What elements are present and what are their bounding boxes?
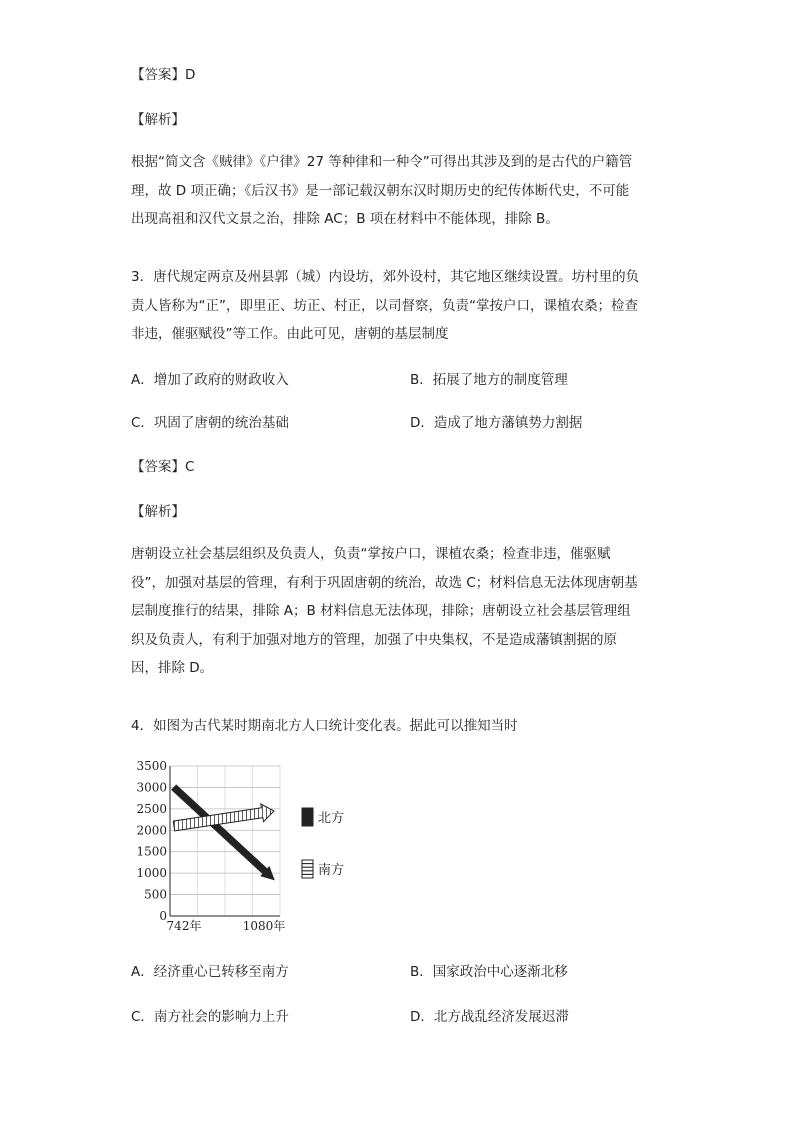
population-chart	[126, 758, 366, 938]
q3-answer: 【答案】C	[131, 459, 195, 475]
y-tick-label: 500	[144, 887, 167, 902]
q3-option-a: A．增加了政府的财政收入	[131, 372, 289, 388]
q2-analysis-line: 根据“简文含《贼律》《户律》27 等种律和一种令”可得出其涉及到的是古代的户籍管	[131, 154, 633, 170]
south-legend-label: 南方	[318, 863, 345, 878]
q3-analysis-line: 役”，加强对基层的管理，有利于巩固唐朝的统治，故选 C；材料信息无法体现唐朝基	[131, 574, 638, 591]
q2-analysis	[131, 148, 663, 234]
q3-analysis-line: 唐朝设立社会基层组织及负责人，负责“掌按户口，课植农桑；检查非违，催驱赋	[131, 546, 611, 562]
north-legend-swatch	[302, 808, 313, 826]
y-tick-label: 0	[159, 909, 167, 923]
q3-analysis-line: 织及负责人，有利于加强对地方的管理，加强了中央集权，不是造成藩镇割据的原	[131, 631, 617, 648]
q3-analysis-line: 层制度推行的结果，排除 A；B 材料信息无法体现，排除；唐朝设立社会基层管理组	[131, 603, 631, 619]
q2-answer: 【答案】D	[131, 67, 196, 83]
south-series-arrow	[173, 804, 274, 831]
q3-analysis-line: 因，排除 D。	[131, 660, 214, 676]
q3-analysis-label: 【解析】	[131, 504, 185, 520]
q3-option-d: D．造成了地方藩镇势力割据	[410, 415, 583, 431]
q4-option-c: C．南方社会的影响力上升	[131, 1009, 289, 1025]
q3-stem-line: 3．唐代规定两京及州县郭（城）内设坊，郊外设村，其它地区继续设置。坊村里的负	[131, 269, 640, 285]
q3-stem-line: 责人皆称为“正”，即里正、坊正、村正，以司督察，负责“掌按户口，课植农桑；检查	[131, 297, 638, 314]
q3-option-b: B．拓展了地方的制度管理	[410, 372, 568, 388]
y-tick-label: 1000	[136, 866, 167, 881]
y-tick-label: 3500	[136, 759, 167, 773]
north-series-arrow	[172, 785, 274, 880]
south-legend-swatch	[302, 860, 313, 878]
q3-option-c: C．巩固了唐朝的统治基础	[131, 415, 289, 431]
q2-analysis-label: 【解析】	[131, 112, 185, 128]
north-legend-label: 北方	[318, 811, 345, 826]
q4-option-a: A．经济重心已转移至南方	[131, 964, 289, 980]
y-tick-label: 2000	[136, 823, 167, 838]
q3-analysis	[131, 540, 663, 683]
x-tick-label: 742年	[166, 919, 202, 933]
q4-stem: 4．如图为古代某时期南北方人口统计变化表。据此可以推知当时	[131, 718, 518, 734]
y-tick-label: 2500	[136, 801, 167, 816]
q4-option-b: B．国家政治中心逐渐北移	[410, 964, 568, 980]
x-tick-label: 1080年	[242, 919, 286, 933]
population-chart-svg	[126, 758, 366, 938]
y-tick-label: 1500	[136, 844, 167, 859]
q3-stem-line: 非违，催驱赋役”等工作。由此可见，唐朝的基层制度	[131, 326, 449, 342]
q3-stem	[131, 263, 663, 349]
y-tick-label: 3000	[136, 780, 167, 795]
q4-option-d: D．北方战乱经济发展迟滞	[410, 1009, 569, 1025]
q2-analysis-line: 出现高祖和汉代文景之治，排除 AC；B 项在材料中不能体现，排除 B。	[131, 211, 559, 227]
q2-analysis-line: 理，故 D 项正确；《后汉书》是一部记载汉朝东汉时期历史的纪传体断代史，不可能	[131, 182, 630, 199]
